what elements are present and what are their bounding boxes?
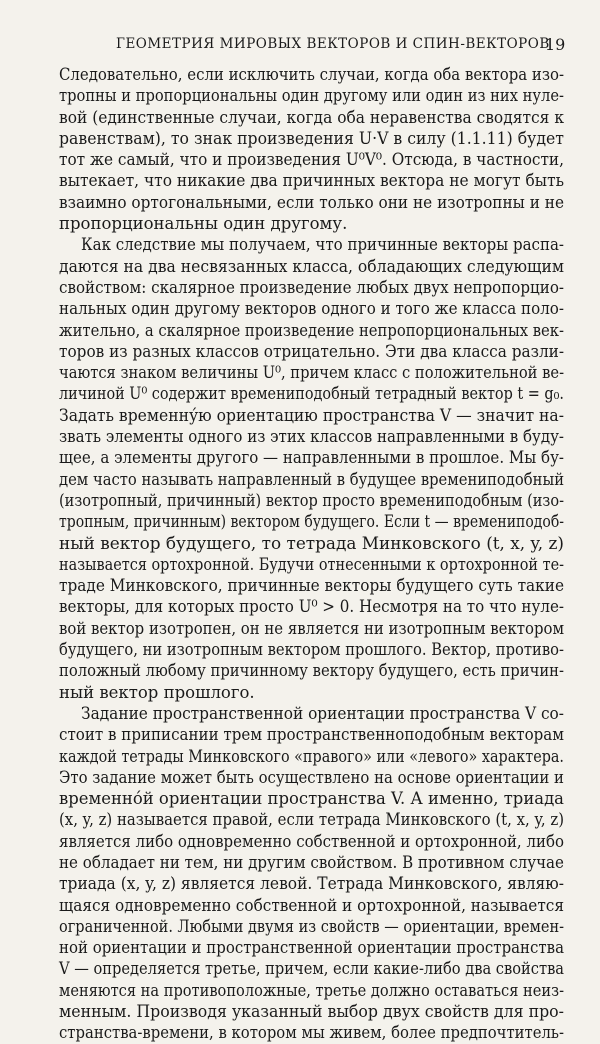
text-line: торов из разных классов отрицательно. Эти два класса разли- (59, 341, 565, 361)
text-line: тот же самый, что и произведения U⁰V⁰. Отсюда, в частности, (59, 150, 564, 170)
text-line: (изотропный, причинный) вектор просто времениподобным (изо- (59, 490, 565, 510)
text-line: векторы, для которых просто U⁰ > 0. Несмотря на то что нуле- (59, 597, 565, 617)
text-line: вой вектор изотропен, он не является ни изотропным вектором (59, 618, 565, 638)
text-line: ный вектор будущего, то тетрада Минковского (t, x, y, z) (59, 533, 564, 553)
text-line: (x, y, z) называется правой, если тетрада Минковского (t, x, y, z) (59, 810, 565, 830)
text-line: тропны и пропорциональны один другому или один из них нуле- (59, 86, 565, 106)
text-line: щее, а элементы другого — направленными в прошлое. Мы бу- (59, 448, 565, 468)
text-line: стоит в приписании трем пространственноподобным векторам (59, 725, 565, 745)
text-line: вытекает, что никакие два причинных вектора не могут быть (59, 171, 565, 191)
text-line: личиной U⁰ содержит времениподобный тетрадный вектор t = g₀. (59, 384, 564, 404)
text-line: Это задание может быть осуществлено на основе ориентации и (59, 767, 564, 787)
text-line: взаимно ортогональными, если только они не изотропны и не (59, 192, 565, 212)
text-line: пропорциональны один другому. (59, 214, 348, 234)
text-line: странства-времени, в котором мы живем, более предпочтитель- (59, 1023, 564, 1043)
text-line: равенствам), то знак произведения U·V в силу (1.1.11) будет (59, 128, 564, 148)
text-line: тропным, причинным) вектором будущего. Если t — времениподоб- (59, 512, 565, 532)
text-line: ной ориентации и пространственной ориентации пространства (59, 938, 565, 958)
text-line: чаются знаком величины U⁰, причем класс с положительной ве- (59, 363, 565, 383)
text-line: является либо одновременно собственной и ортохронной, либо (59, 831, 564, 851)
running-head-title: ГЕОМЕТРИЯ МИРОВЫХ ВЕКТОРОВ И СПИН-ВЕКТОРОВ (116, 36, 550, 52)
text-line: триада (x, y, z) является левой. Тетрада Минковского, являю- (59, 874, 565, 894)
text-line: вой (единственные случаи, когда оба неравенства сводятся к (59, 107, 564, 127)
text-line: ный вектор прошлого. (59, 682, 255, 702)
running-head (0, 36, 600, 58)
text-line: положный любому причинному вектору будущего, есть причин- (59, 661, 564, 681)
text-line: называется ортохронной. Будучи отнесенными к ортохронной те- (59, 554, 564, 574)
text-line: временно́й ориентации пространства V. А именно, триада (59, 789, 564, 809)
text-line: нальных один другому векторов одного и того же класса поло- (59, 299, 565, 319)
body-text (59, 64, 564, 1044)
text-line: Задание пространственной ориентации пространства V со- (81, 703, 564, 723)
text-line: Задать временну́ю ориентацию пространства V — значит на- (59, 405, 564, 425)
text-line: будущего, ни изотропным вектором прошлого. Вектор, противо- (59, 640, 564, 660)
text-line: менным. Производя указанный выбор двух свойств для про- (59, 1002, 565, 1022)
text-line: жительно, а скалярное произведение непропорциональных век- (59, 320, 565, 340)
text-line: звать элементы одного из этих классов направленными в буду- (59, 427, 564, 447)
text-line: меняются на противоположные, третье должно оставаться неиз- (59, 980, 565, 1000)
text-line: Как следствие мы получаем, что причинные векторы распа- (81, 235, 565, 255)
text-line: не обладает ни тем, ни другим свойством. В противном случае (59, 852, 564, 872)
text-line: дем часто называть направленный в будущее времениподобный (59, 469, 565, 489)
text-line: каждой тетрады Минковского «правого» или «левого» характера. (59, 746, 565, 766)
text-line: ограниченной. Любыми двумя из свойств — ориентации, времен- (59, 916, 565, 936)
text-line: траде Минковского, причинные векторы будущего суть такие (59, 576, 565, 596)
text-line: щаяся одновременно собственной и ортохронной, называется (59, 895, 565, 915)
text-line: Следовательно, если исключить случаи, когда оба вектора изо- (59, 65, 565, 84)
text-line: свойством: скалярное произведение любых двух непропорцио- (59, 277, 565, 297)
text-line: V — определяется третье, причем, если какие-либо два свойства (59, 959, 565, 979)
text-line: даются на два несвязанных класса, обладающих следующим (59, 256, 565, 276)
page-number: 19 (545, 35, 566, 54)
